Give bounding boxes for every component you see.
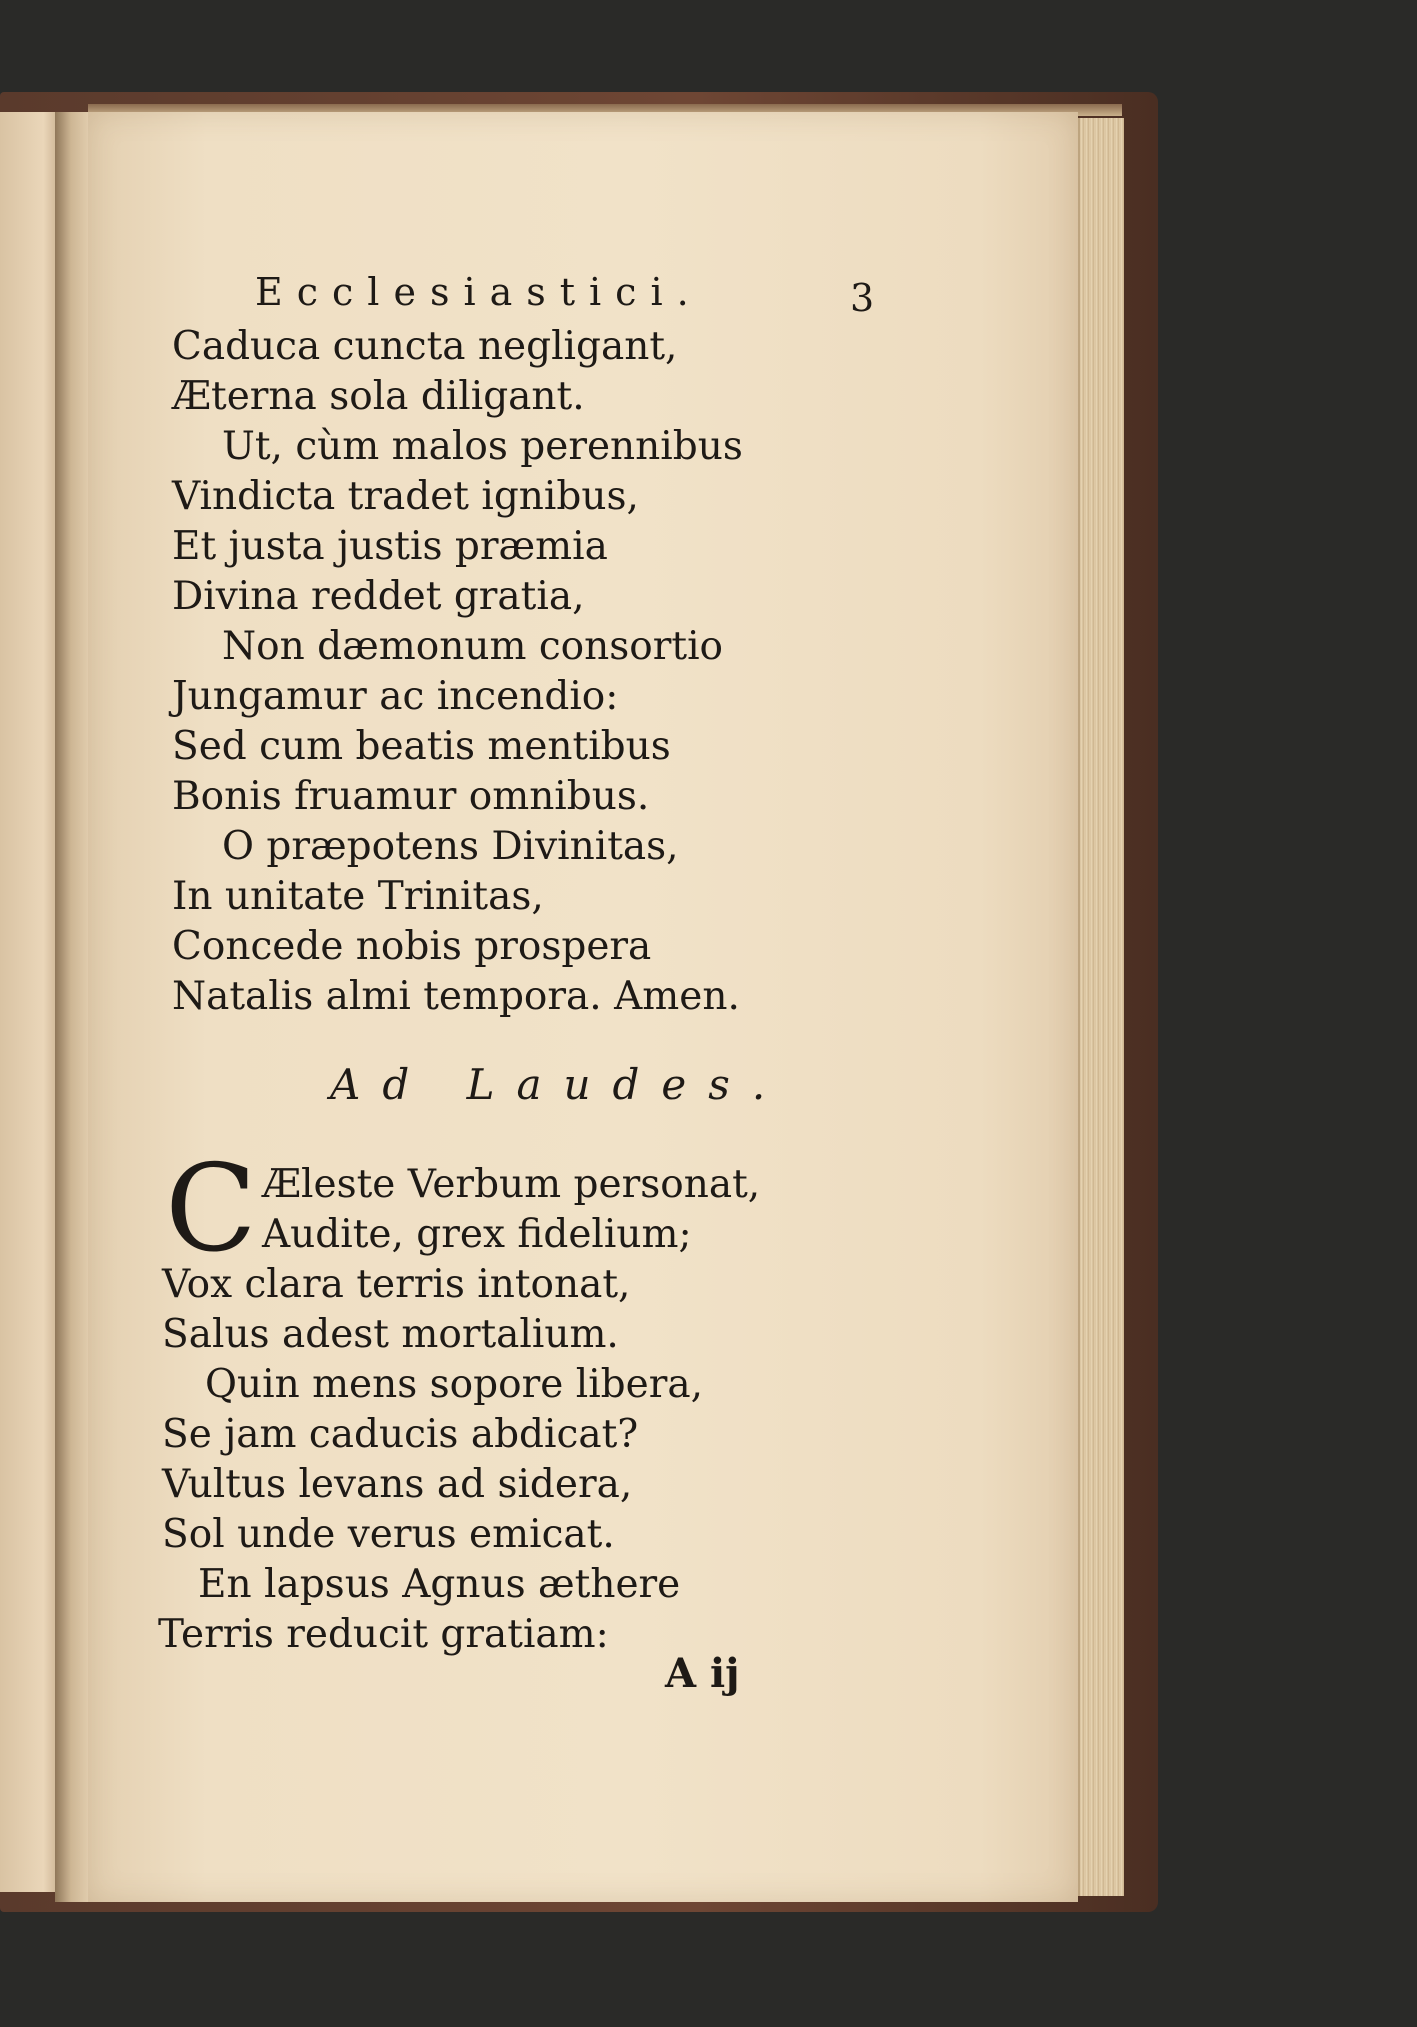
verse-line: Ut, cùm malos perennibus <box>222 424 743 469</box>
verse-line: Non dæmonum consortio <box>222 624 724 669</box>
verse-line: Sol unde verus emicat. <box>162 1512 615 1557</box>
verse-line: Audite, grex fidelium; <box>262 1212 692 1257</box>
verse-line: Natalis almi tempora. Amen. <box>172 974 740 1019</box>
page-number: 3 <box>850 276 875 320</box>
running-head: Ecclesiastici. <box>255 270 703 314</box>
verse-line: Caduca cuncta negligant, <box>172 324 678 369</box>
verse-line: O præpotens Divinitas, <box>222 824 679 869</box>
verse-line: Vindicta tradet ignibus, <box>172 474 639 519</box>
section-title: Ad Laudes. <box>330 1060 788 1109</box>
verse-line: Quin mens sopore libera, <box>205 1362 704 1407</box>
signature-mark: A ij <box>665 1650 740 1697</box>
verse-line: Jungamur ac incendio: <box>172 674 619 719</box>
verse-line: Terris reducit gratiam: <box>158 1612 609 1657</box>
verse-line: Æterna sola diligant. <box>172 374 585 419</box>
verse-line: In unitate Trinitas, <box>172 874 544 919</box>
verse-line: Divina reddet gratia, <box>172 574 585 619</box>
drop-cap: C <box>165 1140 257 1279</box>
fore-edge <box>1078 118 1124 1896</box>
verse-line: Sed cum beatis mentibus <box>172 724 671 769</box>
verse-line: Se jam caducis abdicat? <box>162 1412 639 1457</box>
verse-line: Vultus levans ad sidera, <box>162 1462 633 1507</box>
verse-line: Concede nobis prospera <box>172 924 652 969</box>
verse-line: Et justa justis præmia <box>172 524 608 569</box>
verse-line: Æleste Verbum personat, <box>262 1162 761 1207</box>
left-page-edge <box>0 112 62 1892</box>
verse-line: En lapsus Agnus æthere <box>198 1562 681 1607</box>
verse-line: Vox clara terris intonat, <box>162 1262 631 1307</box>
verse-line: Bonis fruamur omnibus. <box>172 774 650 819</box>
verse-line: Salus adest mortalium. <box>162 1312 619 1357</box>
